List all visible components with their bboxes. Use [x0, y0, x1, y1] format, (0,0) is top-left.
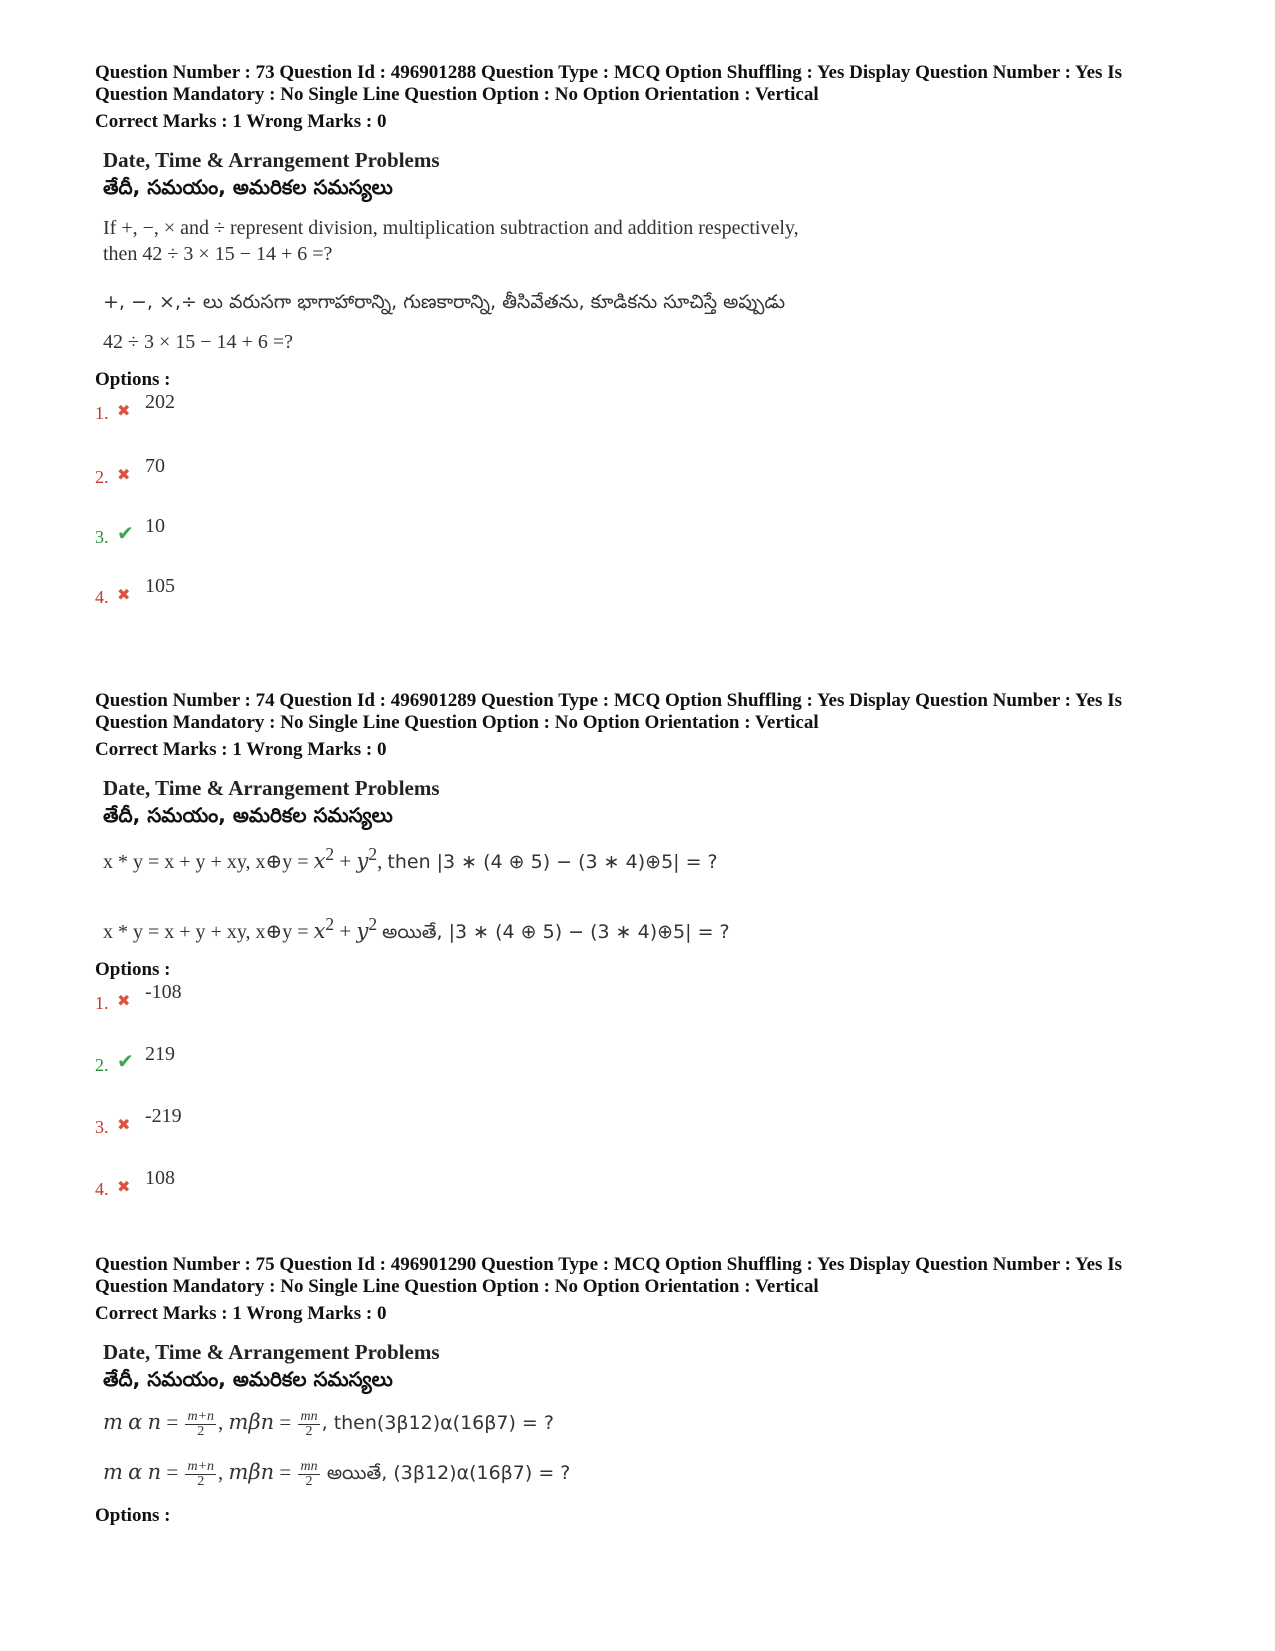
wrong-mark-icon: ✖ [117, 587, 131, 604]
check-mark-icon: ✔ [117, 1051, 134, 1073]
topic-telugu: తేదీ, సమయం, అమరికల సమస్యలు [103, 803, 393, 827]
option-value: -219 [145, 1105, 182, 1127]
question-text-en-2: then 42 ÷ 3 × 15 − 14 + 6 =? [103, 243, 333, 265]
formula-question: అయితే, (3β12)α(16β7) = ? [326, 1462, 571, 1485]
wrong-mark-icon: ✖ [117, 993, 131, 1010]
option-value: 202 [145, 391, 175, 413]
formula-definition: x * y = x + y + xy, x⊕y = [103, 921, 314, 943]
option-value: 219 [145, 1043, 175, 1065]
option-value: 70 [145, 455, 165, 477]
options-list [95, 981, 1195, 1211]
topic-english: Date, Time & Arrangement Problems [103, 1340, 440, 1364]
fraction-mn: $\frac{mn}{2}$ [300, 1459, 318, 1490]
question-text-te-2: 42 ÷ 3 × 15 − 14 + 6 =? [103, 331, 293, 353]
question-formula-en: m α $n = \frac{m+n}{2}$, $m\beta n = \frac{mn}{2}$ , then(3β12)α(16β7) = ? [103, 1409, 554, 1440]
wrong-mark-icon: ✖ [117, 403, 131, 420]
question-marks: Correct Marks : 1 Wrong Marks : 0 [95, 739, 387, 760]
topic-english: Date, Time & Arrangement Problems [103, 148, 440, 172]
options-label: Options : [95, 1505, 171, 1527]
question-meta-line1: Question Number : 75 Question Id : 496901290 Question Type : MCQ Option Shuffling : Yes Display Question Number : Yes Is [95, 1254, 1122, 1275]
question-text-en-1: If +, −, × and ÷ represent division, multiplication subtraction and addition respectively, [103, 217, 799, 239]
wrong-mark-icon: ✖ [117, 1179, 131, 1196]
question-marks: Correct Marks : 1 Wrong Marks : 0 [95, 111, 387, 132]
question-73 [95, 62, 1195, 621]
option-number: 3. [95, 1117, 109, 1137]
option-number: 1. [95, 403, 109, 423]
topic-telugu: తేదీ, సమయం, అమరికల సమస్యలు [103, 1367, 393, 1391]
formula-question: అయితే, |3 ∗ (4 ⊕ 5) − (3 ∗ 4)⊕5| = ? [382, 921, 730, 943]
question-formula-te: m α $n = \frac{m+n}{2}$, $m\beta n = \frac{mn}{2}$ అయితే, (3β12)α(16β7) = ? [103, 1459, 571, 1490]
fraction-m-plus-n: $\frac{m+n}{2}$ [187, 1409, 215, 1440]
options-label: Options : [95, 369, 171, 390]
option-value: 10 [145, 515, 165, 537]
option-value: -108 [145, 981, 182, 1003]
question-meta-line2: Question Mandatory : No Single Line Question Option : No Option Orientation : Vertical [95, 84, 819, 105]
option-number: 4. [95, 1179, 109, 1199]
formula-question: then |3 ∗ (4 ⊕ 5) − (3 ∗ 4)⊕5| = ? [387, 851, 718, 873]
fraction-m-plus-n: $\frac{m+n}{2}$ [187, 1459, 215, 1490]
option-number: 2. [95, 1055, 109, 1075]
formula-question: , then(3β12)α(16β7) = ? [321, 1412, 554, 1434]
question-meta-line1: Question Number : 74 Question Id : 496901289 Question Type : MCQ Option Shuffling : Yes Display Question Number : Yes Is [95, 690, 1122, 711]
check-mark-icon: ✔ [117, 523, 134, 545]
formula-square-sum: $x^2 + y^2$, [313, 844, 383, 873]
option-number: 1. [95, 993, 109, 1013]
question-75 [95, 1254, 1195, 1527]
question-formula-te [103, 911, 1195, 945]
fraction-mn: $\frac{mn}{2}$ [300, 1409, 318, 1440]
topic-english: Date, Time & Arrangement Problems [103, 776, 440, 800]
topic-telugu: తేదీ, సమయం, అమరికల సమస్యలు [103, 175, 393, 199]
option-value: 108 [145, 1167, 175, 1189]
options-label: Options : [95, 959, 171, 980]
question-marks: Correct Marks : 1 Wrong Marks : 0 [95, 1303, 387, 1324]
question-74 [95, 690, 1195, 1211]
question-meta-line2: Question Mandatory : No Single Line Question Option : No Option Orientation : Vertical [95, 712, 819, 733]
option-number: 2. [95, 467, 109, 487]
wrong-mark-icon: ✖ [117, 1117, 131, 1134]
option-value: 105 [145, 575, 175, 597]
option-number: 3. [95, 527, 109, 547]
formula-square-sum: $x^2 + y^2$ [313, 914, 378, 943]
formula-definition: x * y = x + y + xy, x⊕y = [103, 851, 314, 873]
question-meta-line1: Question Number : 73 Question Id : 496901288 Question Type : MCQ Option Shuffling : Yes Display Question Number : Yes Is [95, 62, 1122, 83]
wrong-mark-icon: ✖ [117, 467, 131, 484]
question-meta-line2: Question Mandatory : No Single Line Question Option : No Option Orientation : Vertical [95, 1276, 819, 1297]
options-list [95, 391, 1195, 621]
option-number: 4. [95, 587, 109, 607]
question-formula-en [103, 841, 1195, 875]
question-text-te-1: +, −, ×,÷ లు వరుసగా భాగాహారాన్ని, గుణకారాన్ని, తీసివేతను, కూడికను సూచిస్తే అప్పుడు [103, 291, 786, 313]
